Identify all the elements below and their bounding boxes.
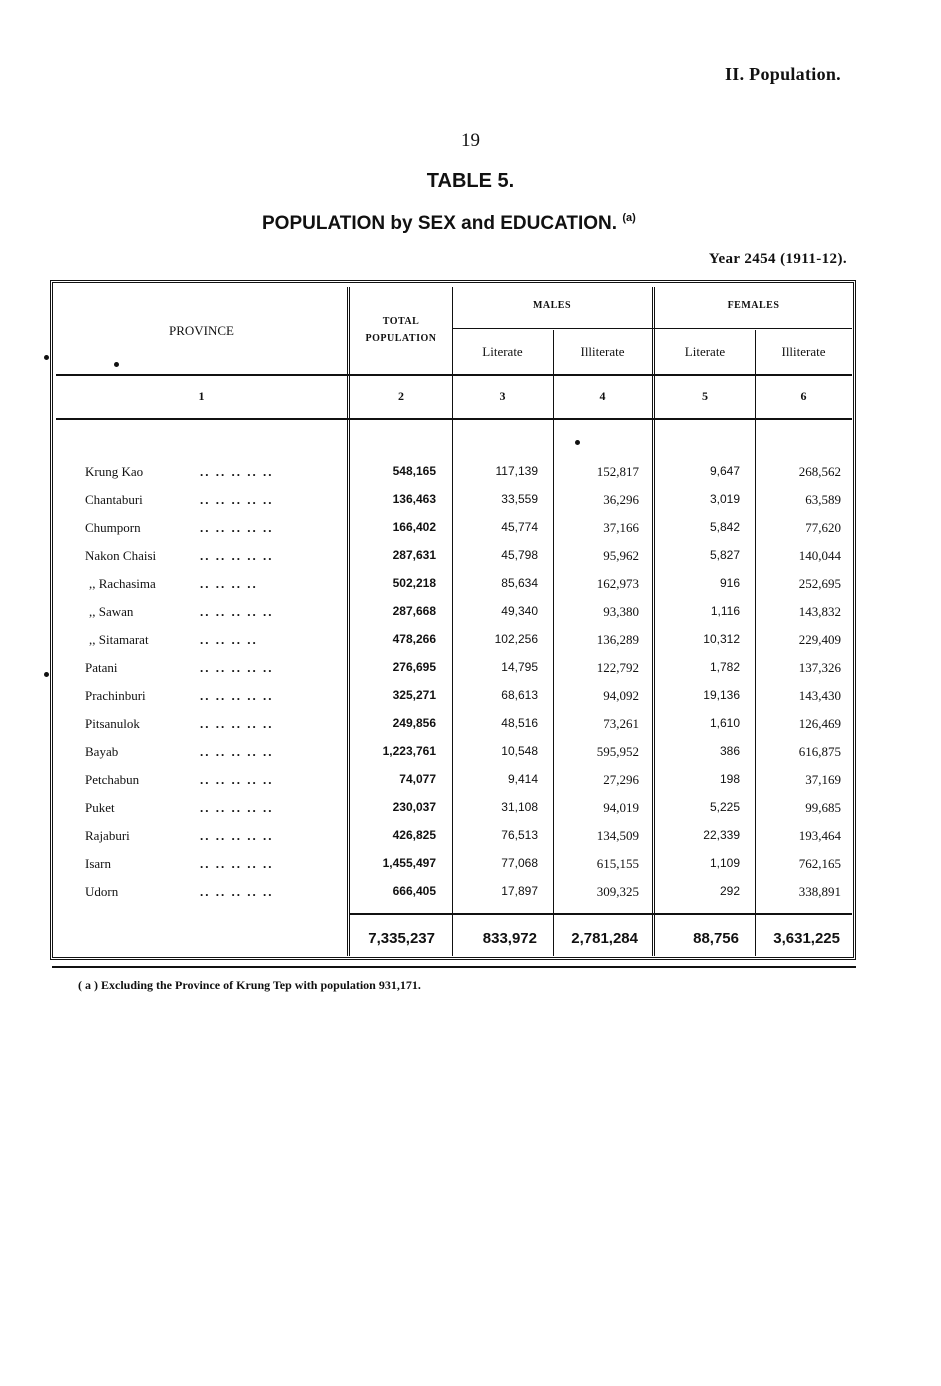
males-illiterate: 122,792 [596,660,639,675]
header-divider [452,328,852,329]
section-title: II. Population. [724,64,841,84]
total-population: 230,037 [392,800,436,814]
total-population: 426,825 [392,828,436,842]
females-literate: 5,842 [709,520,740,534]
dot-leader: .. .. .. .. .. [200,464,274,479]
males-literate: 45,798 [501,548,538,562]
females-illiterate: 37,169 [805,772,841,787]
females-illiterate: 193,464 [798,828,841,843]
column-number: 1 [198,389,205,403]
province-name: ,, Sawan [89,604,134,619]
table-row [58,548,852,576]
year-label: Year 2454 (1911-12). [708,251,847,267]
males-illiterate: 93,380 [603,604,639,619]
footnote: ( a ) Excluding the Province of Krung Tep with population 931,171. [78,978,421,992]
column-number: 4 [599,389,606,403]
total-population: 666,405 [392,884,436,898]
header-total-2: POPULATION [365,333,437,344]
total-population: 548,165 [392,464,436,478]
province-name: Puket [85,800,115,815]
header-divider [56,418,852,420]
males-illiterate: 136,289 [596,632,639,647]
column-number: 3 [499,389,506,403]
table-row [58,800,852,828]
males-illiterate: 309,325 [596,884,639,899]
dot-leader: .. .. .. .. .. [200,688,274,703]
table-title: TABLE 5. [426,170,515,192]
dot-leader: .. .. .. .. .. [200,492,274,507]
header-province: PROVINCE [168,323,234,338]
dot-leader: .. .. .. .. [200,632,258,647]
scan-speck [44,355,49,360]
dot-leader: .. .. .. .. .. [200,716,274,731]
females-illiterate: 77,620 [805,520,841,535]
females-literate: 19,136 [703,688,740,702]
province-name: Prachinburi [85,688,146,703]
total-population: 287,668 [392,604,436,618]
province-name: Chantaburi [85,492,143,507]
females-literate: 9,647 [709,464,740,478]
females-illiterate: 143,430 [798,688,841,703]
scan-speck [44,672,49,677]
total-population: 325,271 [392,688,436,702]
males-literate: 102,256 [494,632,538,646]
table-row [58,828,852,856]
males-illiterate: 595,952 [596,744,639,759]
dot-leader: .. .. .. .. .. [200,828,274,843]
males-literate: 85,634 [501,576,538,590]
females-illiterate: 99,685 [805,800,841,815]
dot-leader: .. .. .. .. .. [200,856,274,871]
females-literate: 1,782 [709,660,740,674]
females-literate: 5,225 [709,800,740,814]
province-name: Isarn [85,856,111,871]
dot-leader: .. .. .. .. .. [200,800,274,815]
males-literate: 31,108 [501,800,538,814]
males-literate: 14,795 [501,660,538,674]
column-number: 2 [398,389,404,403]
grand-total-females-illiterate: 3,631,225 [773,930,840,947]
females-literate: 386 [719,744,740,758]
total-population: 166,402 [392,520,436,534]
footnote-marker: (a) [622,212,636,224]
males-illiterate: 37,166 [603,520,639,535]
dot-leader: .. .. .. .. .. [200,660,274,675]
males-illiterate: 36,296 [603,492,639,507]
header-males-illiterate: Illiterate [580,344,625,359]
dot-leader: .. .. .. .. .. [200,744,274,759]
females-illiterate: 137,326 [798,660,841,675]
table-row [58,632,852,660]
header-females: FEMALES [727,300,780,311]
males-literate: 10,548 [501,744,538,758]
province-name: Nakon Chaisi [85,548,157,563]
table-row [58,884,852,912]
males-illiterate: 162,973 [596,576,639,591]
males-illiterate: 615,155 [596,856,639,871]
males-literate: 68,613 [501,688,538,702]
province-name: Udorn [85,884,119,899]
females-illiterate: 616,875 [798,744,841,759]
females-literate: 1,109 [709,856,740,870]
males-illiterate: 94,019 [603,800,639,815]
header-males-literate: Literate [482,344,523,359]
males-literate: 76,513 [501,828,538,842]
females-literate: 22,339 [703,828,740,842]
total-population: 478,266 [392,632,436,646]
province-name: Patani [85,660,118,675]
total-population: 74,077 [399,772,436,786]
females-illiterate: 229,409 [798,632,841,647]
province-name: Pitsanulok [85,716,140,731]
females-illiterate: 762,165 [798,856,841,871]
males-illiterate: 94,092 [603,688,639,703]
totals-divider [350,913,852,915]
province-name: ,, Rachasima [89,576,156,591]
males-literate: 33,559 [501,492,538,506]
grand-total-females-literate: 88,756 [693,930,739,947]
header-males: MALES [532,300,572,311]
females-illiterate: 140,044 [798,548,841,563]
dot-leader: .. .. .. .. .. [200,548,274,563]
table-subtitle [262,212,636,235]
table-row [58,604,852,632]
province-name: Krung Kao [85,464,144,479]
dot-leader: .. .. .. .. .. [200,604,274,619]
province-name: Bayab [85,744,119,759]
total-population: 136,463 [392,492,436,506]
males-illiterate: 134,509 [596,828,639,843]
header-total-1: TOTAL [382,316,420,327]
males-literate: 117,139 [495,464,538,478]
grand-total-males-illiterate: 2,781,284 [571,930,638,947]
females-literate: 5,827 [709,548,740,562]
scan-speck [575,440,580,445]
males-illiterate: 27,296 [603,772,639,787]
grand-total-population: 7,335,237 [368,930,435,947]
table-row [58,660,852,688]
females-illiterate: 268,562 [798,464,841,479]
table-row [58,576,852,604]
females-literate: 198 [719,772,740,786]
header-females-literate: Literate [684,344,726,359]
column-number: 6 [800,389,807,403]
males-illiterate: 95,962 [603,548,639,563]
males-literate: 48,516 [501,716,538,730]
page-number: 19 [461,130,480,151]
table-row [58,464,852,492]
females-illiterate: 63,589 [805,492,841,507]
province-name: Petchabun [85,772,140,787]
females-literate: 10,312 [703,632,740,646]
province-name: Rajaburi [85,828,130,843]
females-literate: 3,019 [709,492,740,506]
males-literate: 45,774 [501,520,538,534]
bottom-rule [52,966,856,968]
females-literate: 292 [719,884,740,898]
females-illiterate: 338,891 [798,884,841,899]
table-row [58,520,852,548]
males-illiterate: 152,817 [596,464,639,479]
females-literate: 1,116 [710,604,740,618]
males-literate: 17,897 [501,884,538,898]
total-population: 1,455,497 [382,856,436,870]
total-population: 276,695 [392,660,436,674]
females-illiterate: 143,832 [798,604,841,619]
males-literate: 9,414 [507,772,538,786]
total-population: 1,223,761 [382,744,436,758]
total-population: 502,218 [392,576,436,590]
dot-leader: .. .. .. .. .. [200,772,274,787]
dot-leader: .. .. .. .. .. [200,884,274,899]
header-females-illiterate: Illiterate [781,344,826,359]
table-row [58,688,852,716]
header-divider [56,374,852,376]
province-name: Chumporn [85,520,141,535]
column-number: 5 [702,389,708,403]
province-name: ,, Sitamarat [89,632,149,647]
table-row [58,716,852,744]
females-literate: 916 [719,576,740,590]
scan-speck [114,362,119,367]
total-population: 249,856 [392,716,436,730]
table-row [58,772,852,800]
males-literate: 77,068 [501,856,538,870]
table-subtitle-text: POPULATION by SEX and EDUCATION. [262,213,618,234]
males-literate: 49,340 [501,604,538,618]
females-literate: 1,610 [709,716,740,730]
table-row [58,492,852,520]
table-row [58,744,852,772]
males-illiterate: 73,261 [603,716,639,731]
dot-leader: .. .. .. .. .. [200,520,274,535]
females-illiterate: 126,469 [798,716,841,731]
grand-total-males-literate: 833,972 [482,930,537,947]
dot-leader: .. .. .. .. [200,576,258,591]
total-population: 287,631 [392,548,436,562]
table-row [58,856,852,884]
females-illiterate: 252,695 [798,576,841,591]
